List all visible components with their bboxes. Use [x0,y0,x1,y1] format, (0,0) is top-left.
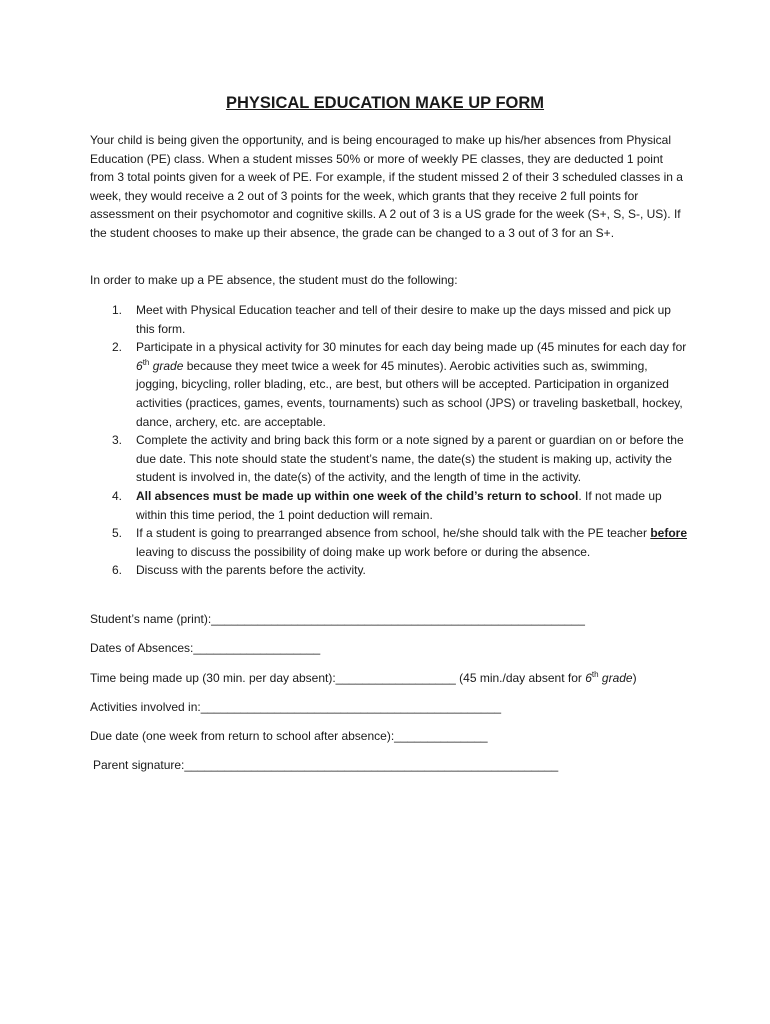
dates-of-absences-field[interactable]: Dates of Absences:___________________ [90,641,321,656]
instructions-lead: In order to make up a PE absence, the student must do the following: [90,273,458,287]
step-number: 2. [112,340,123,355]
form-fields [90,610,710,786]
activities-involved-field[interactable]: Activities involved in:_____________________________________________ [90,699,502,714]
grade-suffix: th [591,669,599,679]
grade-number: 6 [585,670,592,685]
step-number: 1. [112,303,123,317]
due-date-field[interactable]: Due date (one week from return to school after absence):______________ [90,729,488,744]
step-text: Discuss with the parents before the activity. [136,563,366,578]
time-made-up-field[interactable] [90,669,710,698]
page-title: PHYSICAL EDUCATION MAKE UP FORM [225,94,545,112]
grade-number: 6 [136,358,143,373]
step-text-rest: because they meet twice a week for 45 minutes). Aerobic activities such as, swimming, jogging, bicycling, roller blading, etc., are best, but others will be accepted. Participation in organized activities (practices, games, events, tournaments) such as school (JPS) or traveling basketball, hockey, dance, archery, etc. are acceptable. [136,358,683,429]
list-item [90,487,690,524]
step-emphasis: All absences must be made up within one week of the child’s return to school [136,488,579,503]
step-number: 4. [112,488,123,503]
step-text: Participate in a physical activity for 30 minutes for each day being made up (45 minutes for each day for [136,340,687,355]
step-underline: before [650,526,687,541]
time-field-label: Time being made up (30 min. per day absent):__________________ (45 min./day absent for [90,670,586,685]
step-number: 3. [112,433,123,448]
step-text-rest: leaving to discuss the possibility of doing make up work before or during the absence. [136,544,591,559]
list-item [90,431,690,487]
parent-signature-field[interactable]: Parent signature:________________________________________________________ [93,758,559,773]
grade-word: grade [149,358,184,373]
step-text-rest: . If not made up within this time period, the 1 point deduction will remain. [136,488,662,522]
intro-paragraph: Your child is being given the opportunity, and is being encouraged to make up his/her absences from Physical Education (PE) class. When a student misses 50% or more of weekly PE classes, they are deducted 1 point from 3 total points given for a week of PE. For example, if the student missed 2 of their 3 scheduled classes in a week, they would receive a 2 out of 3 points for the week, which grants that they receive 2 full points for assessment on their psychomotor and cognitive skills. A 2 out of 3 is a US grade for the week (S+, S, S-, US). If the student chooses to make up their absence, the grade can be changed to a 3 out of 3 for an S+. [90,133,683,240]
step-text: If a student is going to prearranged absence from school, he/she should talk with the PE teacher [136,526,651,541]
step-number: 5. [112,526,123,541]
grade-suffix: th [142,357,150,367]
student-name-field[interactable]: Student’s name (print):________________________________________________________ [90,612,585,626]
step-text: Meet with Physical Education teacher and tell of their desire to make up the days missed and pick up this form. [136,303,671,336]
list-item [90,301,690,338]
list-item [90,524,690,561]
step-number: 6. [112,563,123,578]
steps-list [90,301,690,580]
grade-word: grade [598,670,633,685]
list-item [90,338,690,431]
list-item [90,561,690,580]
closing-paren: ) [632,670,637,685]
step-text: Complete the activity and bring back this form or a note signed by a parent or guardian on or before the due date. This note should state the student’s name, the date(s) the student is making up, activity the student is involved in, the date(s) of the activity, and the length of time in the activity. [136,433,684,485]
